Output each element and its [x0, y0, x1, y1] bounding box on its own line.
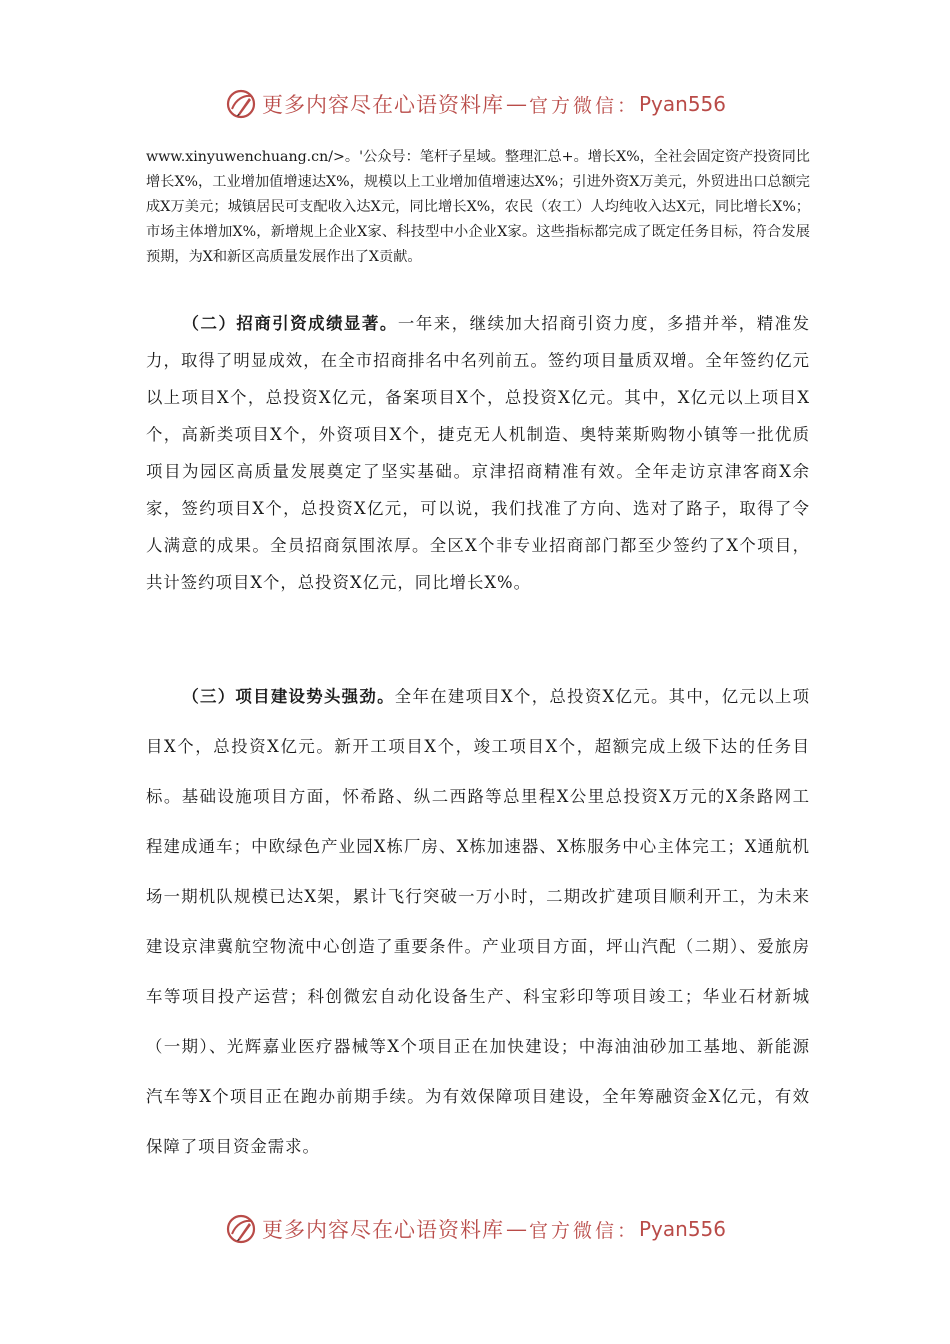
paragraph-indicators: www.xinyuwenchuang.cn/>。'公众号：笔杆子星域。整理汇总+。增长X%，全社会固定资产投资同比增长X%，工业增加值增速达X%，规模以上工业增加值增速达X%；引进外资X万美元，外贸进出口总额完成X万美元；城镇居民可支配收入达X元，同比增长X%，农民（农工）人均纯收入达X元，同比增长X%；市场主体增加X%，新增规上企业X家、科技型中小企业X家。这些指标都完成了既定任务目标，符合发展预期，为X和新区高质量发展作出了X贡献。	[146, 149, 810, 265]
footer-banner	[0, 1209, 950, 1249]
paragraph-investment-body: 一年来，继续加大招商引资力度，多措并举，精准发力，取得了明显成效，在全市招商排名中名列前五。签约项目量质双增。全年签约亿元以上项目X个，总投资X亿元，备案项目X个，总投资X亿元。其中，X亿元以上项目X个，高新类项目X个，外资项目X个，捷克无人机制造、奥特莱斯购物小镇等一批优质项目为园区高质量发展奠定了坚实基础。京津招商精准有效。全年走访京津客商X余家，签约项目X个，总投资X亿元，可以说，我们找准了方向、选对了路子，取得了令人满意的成果。全员招商氛围浓厚。全区X个非专业招商部门都至少签约了X个项目，共计签约项目X个，总投资X亿元，同比增长X%。	[146, 314, 811, 592]
banner-slogan: 更多内容尽在心语资料库	[261, 93, 504, 117]
pen-swirl-logo-icon	[224, 87, 258, 121]
paragraph-investment	[146, 305, 810, 601]
header-banner	[0, 84, 950, 124]
paragraph-projects	[146, 672, 810, 1172]
banner-wechat-id: Pyan556	[639, 92, 727, 116]
banner-wechat-label: 官方微信：	[528, 94, 639, 117]
banner-separator: —	[505, 1217, 527, 1241]
paragraph-projects-heading: （三）项目建设势头强劲。	[182, 687, 395, 706]
banner-separator: —	[505, 92, 527, 116]
banner-wechat-id: Pyan556	[639, 1217, 727, 1241]
paragraph-projects-body: 全年在建项目X个，总投资X亿元。其中，亿元以上项目X个，总投资X亿元。新开工项目X个，竣工项目X个，超额完成上级下达的任务目标。基础设施项目方面，怀希路、纵二西路等总里程X公里总投资X万元的X条路网工程建成通车；中欧绿色产业园X栋厂房、X栋加速器、X栋服务中心主体完工；X通航机场一期机队规模已达X架，累计飞行突破一万小时，二期改扩建项目顺利开工，为未来建设京津冀航空物流中心创造了重要条件。产业项目方面，坪山汽配（二期）、爱旅房车等项目投产运营；科创微宏自动化设备生产、科宝彩印等项目竣工；华业石材新城（一期）、光辉嘉业医疗器械等X个项目正在加快建设；中海油油砂加工基地、新能源汽车等X个项目正在跑办前期手续。为有效保障项目建设，全年筹融资金X亿元，有效保障了项目资金需求。	[146, 687, 810, 1156]
pen-swirl-logo-icon	[224, 1212, 258, 1246]
banner-wechat-label: 官方微信：	[528, 1219, 639, 1242]
banner-slogan: 更多内容尽在心语资料库	[261, 1218, 504, 1242]
paragraph-investment-heading: （二）招商引资成绩显著。	[182, 314, 398, 333]
